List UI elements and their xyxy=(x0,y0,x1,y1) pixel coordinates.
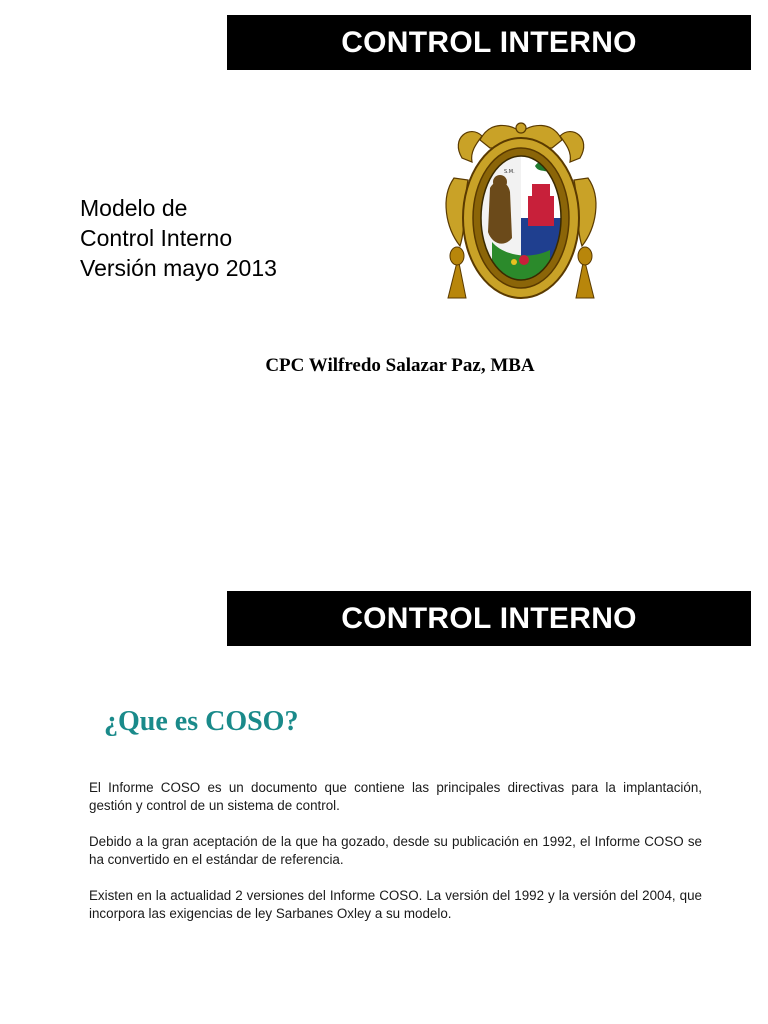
author-name: CPC Wilfredo Salazar Paz, MBA xyxy=(265,355,535,376)
coso-description xyxy=(89,779,702,941)
coat-of-arms-icon xyxy=(440,118,602,304)
paragraph-3: Existen en la actualidad 2 versiones del Informe COSO. La versión del 1992 y la versión del 2004, que incorpora las exigencias de ley Sarbanes Oxley a su modelo. xyxy=(89,888,702,921)
slide2-title: CONTROL INTERNO xyxy=(341,601,637,635)
svg-text:S.M.: S.M. xyxy=(504,169,515,175)
model-version-text xyxy=(80,193,277,283)
paragraph-1: El Informe COSO es un documento que contiene las principales directivas para la implantación, gestión y control de un sistema de control. xyxy=(89,780,702,813)
model-line-3: Versión mayo 2013 xyxy=(80,255,277,281)
model-line-2: Control Interno xyxy=(80,225,233,251)
paragraph-2: Debido a la gran aceptación de la que ha gozado, desde su publicación en 1992, el Informe COSO se ha convertido en el estándar de referencia. xyxy=(89,834,702,867)
slide1-title: CONTROL INTERNO xyxy=(341,25,637,59)
slide2-title-bar xyxy=(227,591,751,646)
coso-heading: ¿Que es COSO? xyxy=(104,706,299,737)
model-line-1: Modelo de xyxy=(80,195,188,221)
slide1-title-bar xyxy=(227,15,751,70)
